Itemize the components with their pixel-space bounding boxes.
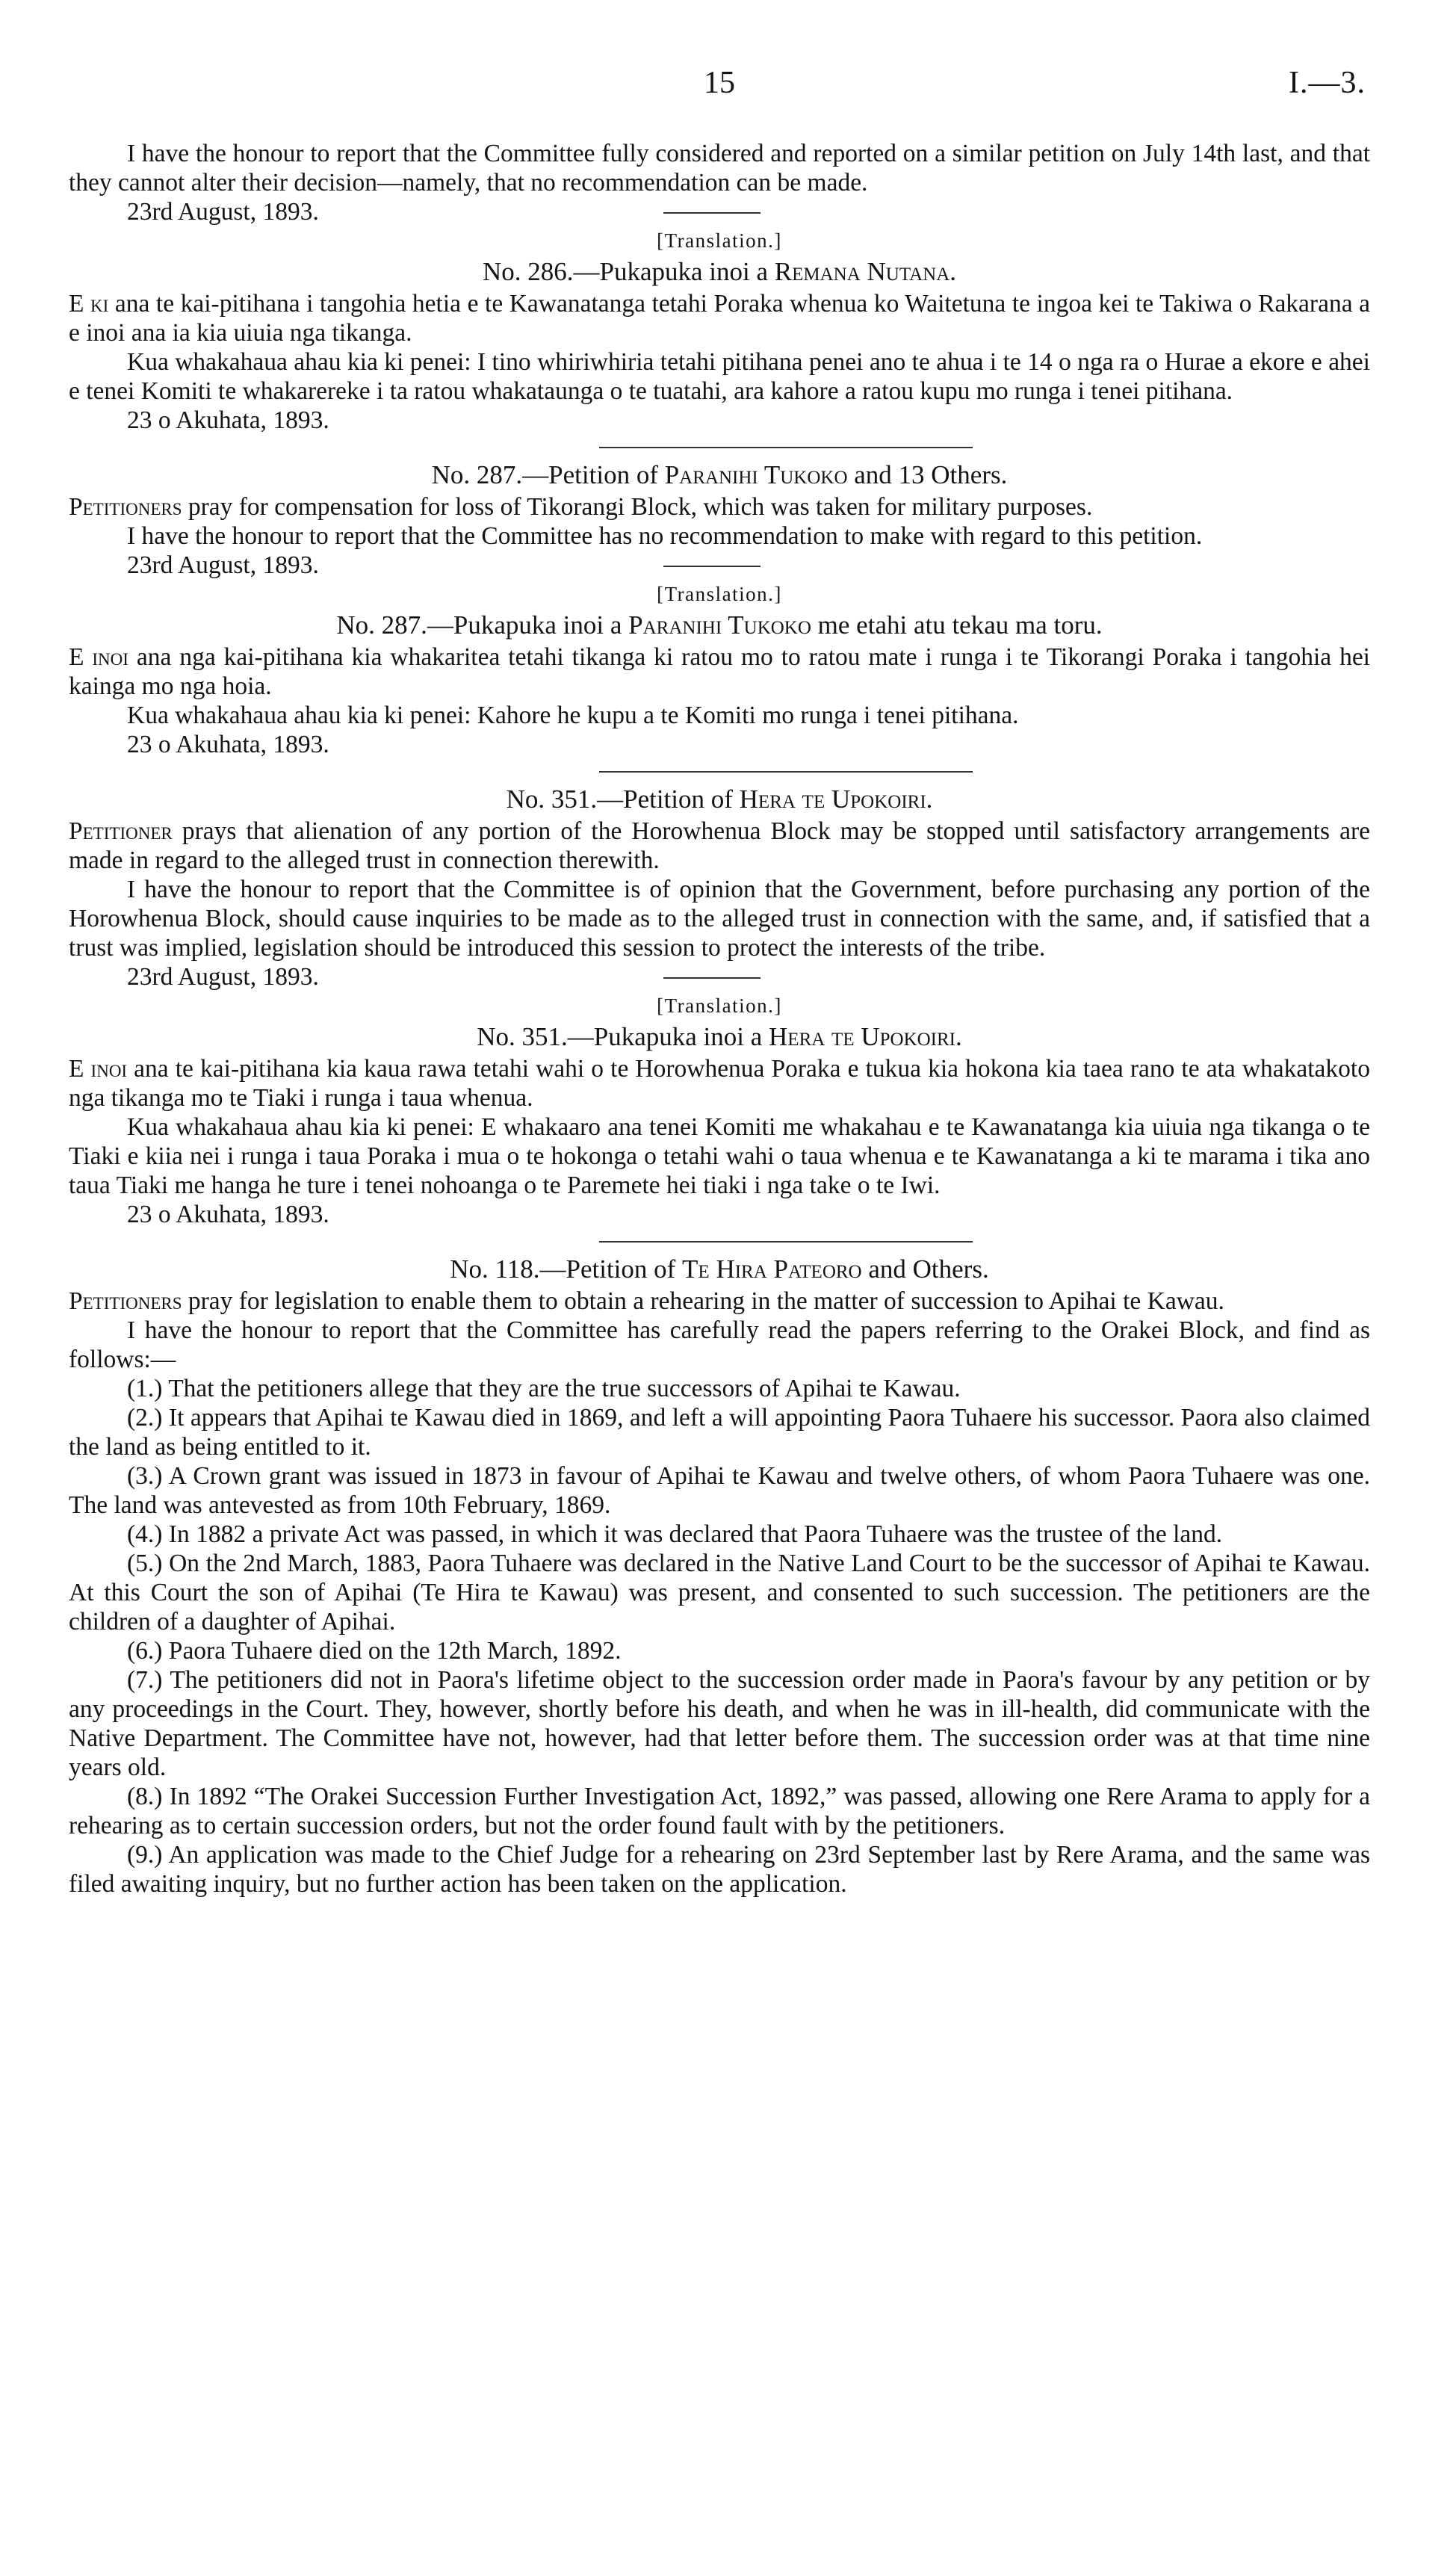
finding-item: (9.) An application was made to the Chief Judge for a rehearing on 23rd September last by Rere Arama, and the same was filed awaiting inquiry, but no further action has been taken on the application. — [69, 1841, 1370, 1898]
petition-heading — [69, 1022, 1370, 1051]
heading-text: No. 286.—Pukapuka inoi a — [482, 257, 775, 286]
report-date: 23 o Akuhata, 1893. — [127, 731, 329, 758]
petition-heading — [69, 1254, 1370, 1284]
document-reference: I.—3. — [1289, 66, 1366, 100]
paragraph-text: ana te kai-pitihana kia kaua rawa tetahi wahi o te Horowhenua Poraka e tukua kia hokona kia taea rano te ata whakatakoto nga tikanga mo te Tiaki i runga i taua whenua. — [69, 1055, 1370, 1112]
finding-item: (8.) In 1892 “The Orakei Succession Further Investigation Act, 1892,” was passed, allowing one Rere Arama to apply for a rehearing as to certain succession orders, but not the order found fault with by the petitioners. — [69, 1783, 1370, 1839]
lead-word: Petitioners — [69, 493, 182, 521]
petitioner-name: Hera te Upokoiri. — [769, 1022, 962, 1051]
petition-paragraph — [69, 289, 1370, 347]
report-date: 23rd August, 1893. — [127, 963, 319, 991]
section-rule — [599, 771, 973, 773]
short-rule — [663, 566, 760, 567]
report-paragraph: I have the honour to report that the Committee fully considered and reported on a similar petition on July 14th last, and that they cannot alter their decision—namely, that no recommendation can be made. — [69, 140, 1370, 196]
translation-label: [Translation.] — [657, 994, 782, 1017]
report-paragraph: I have the honour to report that the Committee is of opinion that the Government, before purchasing any portion of the Horowhenua Block, should cause inquiries to be made as to the alleged trust in connection with the same, and, if satisfied that a trust was implied, legislation should be introduced this session to protect the interests of the tribe. — [69, 876, 1370, 962]
petition-heading — [69, 257, 1370, 286]
finding-item: (2.) It appears that Apihai te Kawau died in 1869, and left a will appointing Paora Tuhaere his successor. Paora also claimed the land as being entitled to it. — [69, 1404, 1370, 1461]
heading-text: No. 351.—Petition of — [506, 785, 740, 814]
short-rule — [663, 212, 760, 214]
petitioner-name: Remana Nutana. — [774, 257, 957, 286]
dateline — [69, 551, 1370, 580]
section-rule — [599, 1241, 973, 1242]
petition-heading — [69, 460, 1370, 489]
page-header — [69, 66, 1370, 115]
lead-word: E inoi — [69, 643, 128, 671]
section-rule — [599, 447, 973, 448]
petition-paragraph — [69, 817, 1370, 875]
report-paragraph: Kua whakahaua ahau kia ki penei: I tino whiriwhiria tetahi pitihana penei ano te ahua i te 14 o nga ra o Hurae a ekore e ahei e tenei Komiti te whakarereke i ta ratou whakataunga o te tuatahi, ara kahore a ratou kupu mo runga i tenei pitihana. — [69, 348, 1370, 405]
report-date: 23 o Akuhata, 1893. — [127, 406, 329, 434]
finding-item: (5.) On the 2nd March, 1883, Paora Tuhaere was declared in the Native Land Court to be the successor of Apihai te Kawau. At this Court the son of Apihai (Te Hira te Kawau) was present, and consented to such succession. The petitioners are the children of a daughter of Apihai. — [69, 1550, 1370, 1635]
petitioner-name: Te Hira Pateoro — [682, 1254, 862, 1284]
finding-item: (1.) That the petitioners allege that they are the true successors of Apihai te Kawau. — [127, 1375, 961, 1402]
petition-paragraph — [69, 643, 1370, 701]
paragraph-text: pray for compensation for loss of Tikorangi Block, which was taken for military purposes. — [182, 493, 1093, 521]
report-date: 23rd August, 1893. — [127, 198, 319, 226]
petition-heading — [69, 785, 1370, 814]
finding-item: (7.) The petitioners did not in Paora's lifetime object to the succession order made in Paora's favour by any petition or by any proceedings in the Court. They, however, shortly before his death, and when he was in ill-health, did communicate with the Native Department. The Committee have not, however, had that letter before them. The succession order was at that time nine years old. — [69, 1666, 1370, 1781]
lead-word: Petitioner — [69, 817, 173, 845]
report-paragraph: I have the honour to report that the Committee has carefully read the papers referring to the Orakei Block, and find as follows:— — [69, 1316, 1370, 1373]
report-date: 23rd August, 1893. — [127, 551, 319, 579]
finding-item: (3.) A Crown grant was issued in 1873 in favour of Apihai te Kawau and twelve others, of whom Paora Tuhaere was one. The land was antevested as from 10th February, 1869. — [69, 1462, 1370, 1519]
paragraph-text: pray for legislation to enable them to obtain a rehearing in the matter of succession to Apihai te Kawau. — [182, 1287, 1224, 1315]
lead-word: E inoi — [69, 1055, 128, 1083]
report-paragraph: Kua whakahaua ahau kia ki penei: E whakaaro ana tenei Komiti me whakahau e te Kawanatanga kia uiuia nga tikanga o te Tiaki e kiia nei i runga i taua Poraka i mua o te hokonga o tetahi wahi o taua whenua e te Kawanatanga a ki te marama i tika ano taua Tiaki me hanga he ture i tenei nohoanga o te Paremete hei tiaki i nga take o te Iwi. — [69, 1113, 1370, 1199]
page-number: 15 — [704, 66, 735, 100]
petitioner-name: Paranihi Tukoko — [628, 610, 811, 640]
heading-text: No. 118.—Petition of — [450, 1254, 683, 1284]
translation-label: [Translation.] — [657, 229, 782, 252]
heading-text: and 13 Others. — [847, 460, 1008, 489]
report-paragraph: I have the honour to report that the Committee has no recommendation to make with regard to this petition. — [127, 522, 1203, 550]
heading-text: No. 287.—Petition of — [431, 460, 665, 489]
heading-text: No. 287.—Pukapuka inoi a — [336, 610, 629, 640]
translation-label: [Translation.] — [657, 583, 782, 605]
heading-text: me etahi atu tekau ma toru. — [811, 610, 1103, 640]
heading-text: and Others. — [861, 1254, 989, 1284]
report-paragraph: Kua whakahaua ahau kia ki penei: Kahore he kupu a te Komiti mo runga i tenei pitihana. — [127, 702, 1019, 729]
finding-item: (6.) Paora Tuhaere died on the 12th March, 1892. — [127, 1637, 622, 1665]
dateline — [69, 197, 1370, 226]
petition-paragraph — [69, 1054, 1370, 1112]
document-page — [69, 66, 1370, 1898]
lead-word: E ki — [69, 290, 109, 318]
short-rule — [663, 977, 760, 979]
petition-paragraph — [69, 492, 1370, 522]
paragraph-text: prays that alienation of any portion of the Horowhenua Block may be stopped until satisfactory arrangements are made in regard to the alleged trust in connection therewith. — [69, 817, 1370, 874]
dateline — [69, 962, 1370, 991]
paragraph-text: ana nga kai-pitihana kia whakaritea tetahi tikanga ki ratou mo to ratou mate i runga i te Tikorangi Poraka i tangohia hei kainga mo nga hoia. — [69, 643, 1370, 700]
report-date: 23 o Akuhata, 1893. — [127, 1201, 329, 1228]
heading-text: No. 351.—Pukapuka inoi a — [477, 1022, 769, 1051]
lead-word: Petitioners — [69, 1287, 182, 1315]
petitioner-name: Paranihi Tukoko — [664, 460, 848, 489]
paragraph-text: ana te kai-pitihana i tangohia hetia e te Kawanatanga tetahi Poraka whenua ko Waitetuna te ingoa kei te Takiwa o Rakarana a e inoi ana ia kia uiuia nga tikanga. — [69, 290, 1370, 347]
petition-heading — [69, 610, 1370, 640]
finding-item: (4.) In 1882 a private Act was passed, in which it was declared that Paora Tuhaere was the trustee of the land. — [127, 1520, 1223, 1548]
petitioner-name: Hera te Upokoiri. — [739, 785, 933, 814]
petition-paragraph — [69, 1287, 1370, 1316]
